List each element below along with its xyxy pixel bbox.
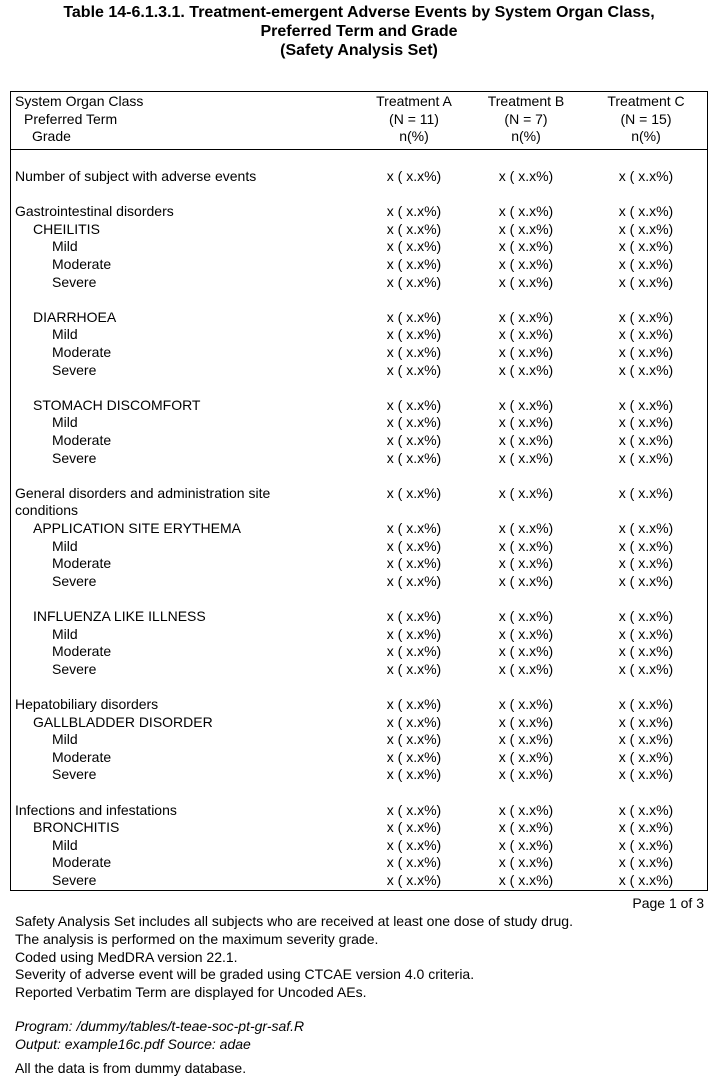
table-row bbox=[11, 256, 707, 274]
value-cell-a: x ( x.x%) bbox=[386, 836, 442, 853]
value-cell-a: x ( x.x%) bbox=[386, 168, 442, 184]
value-cell-a: x ( x.x%) bbox=[386, 344, 442, 360]
row-label: Moderate bbox=[52, 344, 112, 360]
table-row bbox=[11, 168, 707, 186]
program-path: Program: /dummy/tables/t-teae-soc-pt-gr-saf.R bbox=[15, 1018, 305, 1034]
value-cell-c: x ( x.x%) bbox=[618, 625, 674, 642]
row-label: Infections and infestations bbox=[15, 801, 177, 818]
header-grade: Grade bbox=[32, 128, 71, 145]
value-cell-c: x ( x.x%) bbox=[618, 432, 674, 448]
value-cell-b: x ( x.x%) bbox=[498, 643, 554, 660]
table-row bbox=[11, 573, 707, 591]
spacer-row bbox=[11, 784, 707, 802]
row-label: Mild bbox=[52, 537, 78, 554]
value-cell-c: x ( x.x%) bbox=[618, 220, 674, 237]
table-row bbox=[11, 819, 707, 837]
value-cell-b: x ( x.x%) bbox=[498, 361, 554, 378]
value-cell-b: x ( x.x%) bbox=[498, 731, 554, 748]
row-label: Moderate bbox=[52, 256, 112, 272]
table-row bbox=[11, 608, 707, 626]
value-cell-b: x ( x.x%) bbox=[498, 819, 554, 836]
value-cell-a: x ( x.x%) bbox=[386, 854, 442, 871]
value-cell-a: x ( x.x%) bbox=[386, 449, 442, 466]
value-cell-b: x ( x.x%) bbox=[498, 748, 554, 765]
value-cell-b: x ( x.x%) bbox=[498, 168, 554, 184]
row-label: APPLICATION SITE ERYTHEMA bbox=[33, 520, 241, 536]
value-cell-b: x ( x.x%) bbox=[498, 555, 554, 572]
table-row bbox=[11, 802, 707, 820]
row-label: Mild bbox=[52, 238, 78, 255]
value-cell-c: x ( x.x%) bbox=[618, 308, 674, 325]
value-cell-c: x ( x.x%) bbox=[618, 361, 674, 378]
value-cell-b: x ( x.x%) bbox=[498, 801, 554, 818]
table-row bbox=[11, 238, 707, 256]
value-cell-c: x ( x.x%) bbox=[618, 326, 674, 343]
value-cell-b: x ( x.x%) bbox=[498, 396, 554, 413]
row-label: Mild bbox=[52, 731, 78, 748]
value-cell-c: x ( x.x%) bbox=[618, 608, 674, 624]
value-cell-b: x ( x.x%) bbox=[498, 308, 554, 325]
title-line-3: (Safety Analysis Set) bbox=[280, 42, 438, 59]
value-cell-a: x ( x.x%) bbox=[386, 625, 442, 642]
row-label: Mild bbox=[52, 625, 78, 642]
value-cell-b: x ( x.x%) bbox=[498, 572, 554, 589]
header-soc: System Organ Class bbox=[15, 93, 144, 109]
value-cell-c: x ( x.x%) bbox=[618, 256, 674, 272]
table-row bbox=[11, 661, 707, 679]
value-cell-c: x ( x.x%) bbox=[618, 572, 674, 589]
title-line-1: Table 14-6.1.3.1. Treatment-emergent Adverse Events by System Organ Class, bbox=[63, 4, 655, 21]
value-cell-c: x ( x.x%) bbox=[618, 731, 674, 748]
table-row bbox=[11, 274, 707, 292]
value-cell-b: x ( x.x%) bbox=[498, 432, 554, 448]
value-cell-c: x ( x.x%) bbox=[618, 713, 674, 730]
value-cell-b: x ( x.x%) bbox=[498, 449, 554, 466]
table-row bbox=[11, 714, 707, 732]
value-cell-c: x ( x.x%) bbox=[618, 766, 674, 783]
table-title bbox=[0, 3, 718, 60]
row-label: Severe bbox=[52, 361, 97, 378]
page-number: Page 1 of 3 bbox=[632, 895, 704, 911]
footnote: The analysis is performed on the maximum severity grade. bbox=[15, 930, 379, 947]
table-row bbox=[11, 502, 707, 520]
ae-table bbox=[10, 91, 708, 891]
table-row bbox=[11, 837, 707, 855]
value-cell-a: x ( x.x%) bbox=[386, 872, 442, 888]
value-cell-c: x ( x.x%) bbox=[618, 396, 674, 413]
value-cell-a: x ( x.x%) bbox=[386, 273, 442, 290]
value-cell-c: x ( x.x%) bbox=[618, 854, 674, 871]
row-label: DIARRHOEA bbox=[33, 308, 117, 325]
value-cell-b: x ( x.x%) bbox=[498, 696, 554, 712]
table-row bbox=[11, 696, 707, 714]
row-label: Hepatobiliary disorders bbox=[15, 696, 159, 712]
table-row bbox=[11, 432, 707, 450]
value-cell-b: x ( x.x%) bbox=[498, 660, 554, 677]
table-row bbox=[11, 854, 707, 872]
row-label: CHEILITIS bbox=[33, 220, 100, 237]
row-label: Moderate bbox=[52, 555, 112, 572]
footer-note: All the data is from dummy database. bbox=[15, 1060, 247, 1076]
table-row bbox=[11, 626, 707, 644]
row-label: General disorders and administration site bbox=[15, 484, 271, 501]
value-cell-c: x ( x.x%) bbox=[618, 484, 674, 501]
value-cell-b: x ( x.x%) bbox=[498, 625, 554, 642]
value-cell-b: x ( x.x%) bbox=[498, 484, 554, 501]
value-cell-b: x ( x.x%) bbox=[498, 256, 554, 272]
row-label: INFLUENZA LIKE ILLNESS bbox=[33, 608, 206, 624]
row-label: Severe bbox=[52, 660, 97, 677]
value-cell-c: x ( x.x%) bbox=[618, 344, 674, 360]
value-cell-a: x ( x.x%) bbox=[386, 731, 442, 748]
header-n-c: (N = 15) bbox=[620, 110, 672, 127]
table-row bbox=[11, 538, 707, 556]
value-cell-c: x ( x.x%) bbox=[618, 238, 674, 255]
table-row bbox=[11, 872, 707, 890]
spacer-row bbox=[11, 678, 707, 696]
row-label: Moderate bbox=[52, 748, 112, 765]
header-preferred-term: Preferred Term bbox=[24, 110, 118, 127]
value-cell-b: x ( x.x%) bbox=[498, 326, 554, 343]
value-cell-c: x ( x.x%) bbox=[618, 520, 674, 536]
value-cell-a: x ( x.x%) bbox=[386, 748, 442, 765]
value-cell-c: x ( x.x%) bbox=[618, 643, 674, 660]
row-label: Severe bbox=[52, 872, 97, 888]
output-source: Output: example16c.pdf Source: adae bbox=[15, 1035, 251, 1052]
spacer-row bbox=[11, 186, 707, 204]
table-row bbox=[11, 555, 707, 573]
value-cell-c: x ( x.x%) bbox=[618, 819, 674, 836]
row-label: STOMACH DISCOMFORT bbox=[33, 396, 201, 413]
table-row bbox=[11, 485, 707, 503]
value-cell-a: x ( x.x%) bbox=[386, 238, 442, 255]
table-row bbox=[11, 203, 707, 221]
row-label: Mild bbox=[52, 326, 78, 343]
header-treatment-b: Treatment B bbox=[487, 93, 565, 109]
table-row bbox=[11, 414, 707, 432]
value-cell-a: x ( x.x%) bbox=[386, 203, 442, 220]
value-cell-a: x ( x.x%) bbox=[386, 643, 442, 660]
footnote: Safety Analysis Set includes all subjects who are received at least one dose of study drug. bbox=[15, 913, 573, 929]
header-n-a: (N = 11) bbox=[389, 110, 439, 127]
value-cell-b: x ( x.x%) bbox=[498, 766, 554, 783]
value-cell-b: x ( x.x%) bbox=[498, 520, 554, 536]
table-row bbox=[11, 344, 707, 362]
table-row bbox=[11, 362, 707, 380]
row-label: Severe bbox=[52, 572, 97, 589]
value-cell-a: x ( x.x%) bbox=[386, 801, 442, 818]
row-label: Severe bbox=[52, 449, 97, 466]
value-cell-b: x ( x.x%) bbox=[498, 872, 554, 888]
value-cell-c: x ( x.x%) bbox=[618, 836, 674, 853]
value-cell-b: x ( x.x%) bbox=[498, 414, 554, 431]
table-row bbox=[11, 731, 707, 749]
value-cell-b: x ( x.x%) bbox=[498, 713, 554, 730]
program-info bbox=[15, 1018, 304, 1054]
footnote: Reported Verbatim Term are displayed for Uncoded AEs. bbox=[15, 984, 367, 1001]
value-cell-b: x ( x.x%) bbox=[498, 203, 554, 220]
value-cell-b: x ( x.x%) bbox=[498, 344, 554, 360]
value-cell-c: x ( x.x%) bbox=[618, 537, 674, 554]
row-label: Mild bbox=[52, 836, 78, 853]
header-stat-c: n(%) bbox=[631, 128, 661, 145]
table-row bbox=[11, 221, 707, 239]
spacer-row bbox=[11, 291, 707, 309]
table-header bbox=[11, 92, 707, 150]
value-cell-a: x ( x.x%) bbox=[386, 308, 442, 325]
value-cell-c: x ( x.x%) bbox=[618, 449, 674, 466]
row-label: Mild bbox=[52, 414, 78, 431]
footnote: Severity of adverse event will be graded using CTCAE version 4.0 criteria. bbox=[15, 966, 475, 983]
value-cell-c: x ( x.x%) bbox=[618, 414, 674, 431]
value-cell-a: x ( x.x%) bbox=[386, 432, 442, 448]
value-cell-a: x ( x.x%) bbox=[386, 520, 442, 536]
value-cell-c: x ( x.x%) bbox=[618, 660, 674, 677]
value-cell-c: x ( x.x%) bbox=[618, 555, 674, 572]
value-cell-b: x ( x.x%) bbox=[498, 854, 554, 871]
value-cell-b: x ( x.x%) bbox=[498, 537, 554, 554]
table-row bbox=[11, 309, 707, 327]
spacer-row bbox=[11, 467, 707, 485]
value-cell-a: x ( x.x%) bbox=[386, 414, 442, 431]
value-cell-a: x ( x.x%) bbox=[386, 766, 442, 783]
header-stat-a: n(%) bbox=[399, 128, 429, 145]
table-row bbox=[11, 520, 707, 538]
value-cell-c: x ( x.x%) bbox=[618, 801, 674, 818]
value-cell-c: x ( x.x%) bbox=[618, 872, 674, 888]
row-label: Gastrointestinal disorders bbox=[15, 203, 174, 220]
value-cell-b: x ( x.x%) bbox=[498, 608, 554, 624]
value-cell-a: x ( x.x%) bbox=[386, 608, 442, 624]
title-line-2: Preferred Term and Grade bbox=[260, 23, 458, 40]
value-cell-a: x ( x.x%) bbox=[386, 819, 442, 836]
value-cell-a: x ( x.x%) bbox=[386, 361, 442, 378]
row-label: Moderate bbox=[52, 432, 112, 448]
row-label: Severe bbox=[52, 766, 97, 783]
table-row bbox=[11, 643, 707, 661]
value-cell-a: x ( x.x%) bbox=[386, 660, 442, 677]
value-cell-a: x ( x.x%) bbox=[386, 572, 442, 589]
value-cell-b: x ( x.x%) bbox=[498, 220, 554, 237]
value-cell-c: x ( x.x%) bbox=[618, 203, 674, 220]
value-cell-a: x ( x.x%) bbox=[386, 555, 442, 572]
value-cell-a: x ( x.x%) bbox=[386, 713, 442, 730]
header-stat-b: n(%) bbox=[511, 128, 541, 145]
header-n-b: (N = 7) bbox=[504, 110, 548, 127]
value-cell-a: x ( x.x%) bbox=[386, 396, 442, 413]
value-cell-c: x ( x.x%) bbox=[618, 168, 674, 184]
value-cell-a: x ( x.x%) bbox=[386, 696, 442, 712]
header-treatment-c: Treatment C bbox=[607, 93, 685, 109]
value-cell-b: x ( x.x%) bbox=[498, 273, 554, 290]
row-label: BRONCHITIS bbox=[33, 819, 120, 836]
value-cell-c: x ( x.x%) bbox=[618, 273, 674, 290]
header-treatment-a: Treatment A bbox=[376, 93, 452, 109]
value-cell-a: x ( x.x%) bbox=[386, 484, 442, 501]
value-cell-a: x ( x.x%) bbox=[386, 220, 442, 237]
table-row bbox=[11, 749, 707, 767]
row-label: GALLBLADDER DISORDER bbox=[33, 713, 213, 730]
value-cell-b: x ( x.x%) bbox=[498, 238, 554, 255]
value-cell-c: x ( x.x%) bbox=[618, 748, 674, 765]
footnote: Coded using MedDRA version 22.1. bbox=[15, 948, 238, 965]
value-cell-b: x ( x.x%) bbox=[498, 836, 554, 853]
table-row bbox=[11, 766, 707, 784]
row-label: Moderate bbox=[52, 643, 112, 660]
footnotes bbox=[15, 913, 573, 1002]
table-row bbox=[11, 326, 707, 344]
row-label: Severe bbox=[52, 273, 97, 290]
spacer-row bbox=[11, 590, 707, 608]
value-cell-c: x ( x.x%) bbox=[618, 696, 674, 712]
table-row bbox=[11, 450, 707, 468]
table-row bbox=[11, 397, 707, 415]
value-cell-a: x ( x.x%) bbox=[386, 326, 442, 343]
value-cell-a: x ( x.x%) bbox=[386, 256, 442, 272]
row-label: Moderate bbox=[52, 854, 112, 871]
spacer-row bbox=[11, 379, 707, 397]
row-label: Number of subject with adverse events bbox=[15, 168, 257, 184]
row-label: conditions bbox=[15, 502, 79, 519]
value-cell-a: x ( x.x%) bbox=[386, 537, 442, 554]
